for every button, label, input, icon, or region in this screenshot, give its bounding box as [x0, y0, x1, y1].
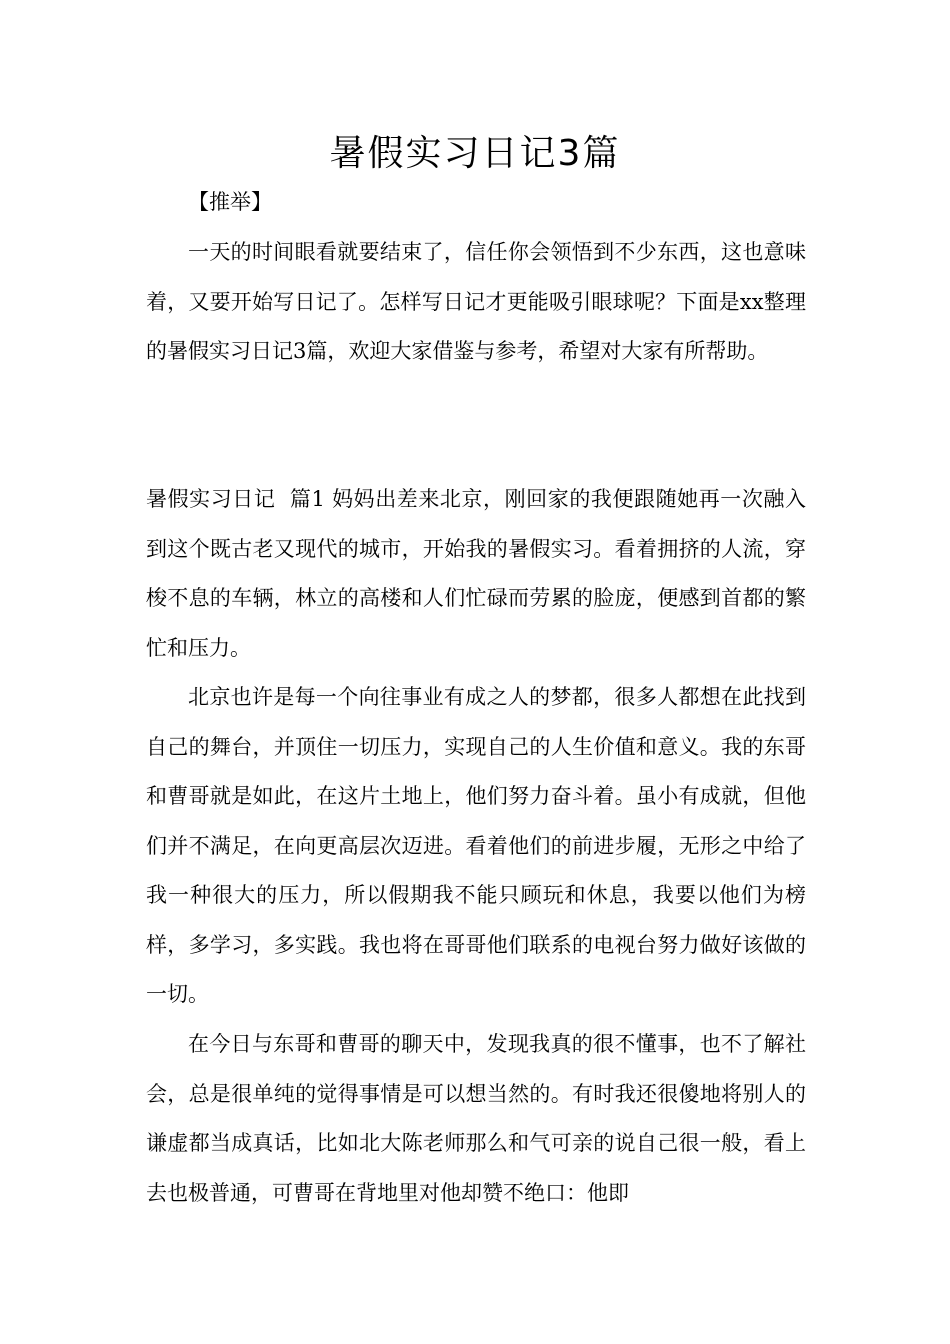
document-title: 暑假实习日记3篇	[329, 133, 621, 174]
intro-paragraph: 一天的时间眼看就要结束了，信任你会领悟到不少东西，这也意味着，又要开始写日记了。怎样写日记才更能吸引眼球呢？下面是xx整理的暑假实习日记3篇，欢迎大家借鉴与参考，希望对大家有所帮助。	[146, 240, 806, 363]
recommend-tag: 【推举】	[188, 190, 272, 214]
section1-first-paragraph	[146, 475, 806, 673]
section1-paragraph-3: 在今日与东哥和曹哥的聊天中，发现我真的很不懂事，也不了解社会，总是很单纯的觉得事情是可以想当然的。有时我还很傻地将别人的谦虚都当成真话，比如北大陈老师那么和气可亲的说自己很一般，看上去也极普通，可曹哥在背地里对他却赞不绝口：他即	[146, 1032, 806, 1205]
section1-heading: 暑假实习日记 篇1	[146, 487, 325, 511]
section1-paragraph-1-text: 妈妈出差来北京，刚回家的我便跟随她再一次融入到这个既古老又现代的城市，开始我的暑假实习。看着拥挤的人流，穿梭不息的车辆，林立的高楼和人们忙碌而劳累的脸庞，便感到首都的繁忙和压力。	[146, 487, 806, 660]
section1-gap	[325, 487, 332, 511]
section1-paragraph-2: 北京也许是每一个向往事业有成之人的梦都，很多人都想在此找到自己的舞台，并顶住一切压力，实现自己的人生价值和意义。我的东哥和曹哥就是如此，在这片土地上，他们努力奋斗着。虽小有成就，但他们并不满足，在向更高层次迈进。看着他们的前进步履，无形之中给了我一种很大的压力，所以假期我不能只顾玩和休息，我要以他们为榜样，多学习，多实践。我也将在哥哥他们联系的电视台努力做好该做的一切。	[146, 685, 806, 1006]
